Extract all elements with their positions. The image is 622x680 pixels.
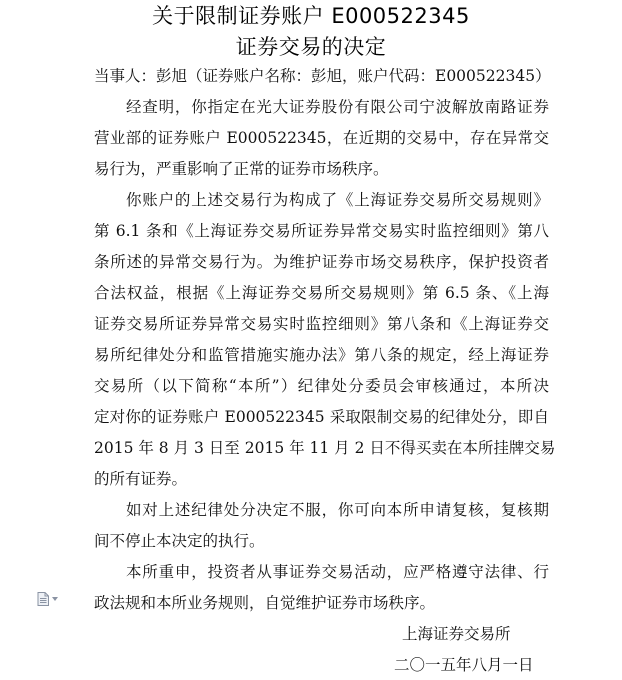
- paragraph-1-line-2: 营业部的证券账户 E000522345，在近期的交易中，存在异常交: [94, 129, 549, 147]
- paragraph-2-line-6: 易所纪律处分和监管措施实施办法》第八条的规定，经上海证券: [94, 346, 549, 364]
- paragraph-2-line-3: 条所述的异常交易行为。为维护证券市场交易秩序，保护投资者: [94, 253, 549, 271]
- paragraph-2-line-10: 的所有证券。: [94, 470, 188, 488]
- paragraph-2-line-5: 证券交易所证券异常交易实时监控细则》第八条和《上海证券交: [94, 315, 549, 333]
- document-dropdown-icon[interactable]: [37, 592, 65, 606]
- chevron-down-icon: [52, 597, 58, 601]
- paragraph-1-line-1: 经查明，你指定在光大证券股份有限公司宁波解放南路证券: [126, 98, 549, 116]
- document-title-line-2: 证券交易的决定: [235, 35, 387, 59]
- paragraph-2-line-2: 第 6.1 条和《上海证券交易所证券异常交易实时监控细则》第八: [94, 222, 549, 240]
- paragraph-3-line-2: 间不停止本决定的执行。: [94, 532, 265, 550]
- document-icon: [37, 592, 49, 606]
- paragraph-2-line-9: 2015 年 8 月 3 日至 2015 年 11 月 2 日不得买卖在本所挂牌交易: [94, 439, 556, 457]
- paragraph-2-line-7: 交易所（以下简称“本所”）纪律处分委员会审核通过，本所决: [94, 377, 549, 395]
- signature-date: 二〇一五年八月一日: [394, 656, 534, 674]
- paragraph-1-line-3: 易行为，严重影响了正常的证券市场秩序。: [94, 160, 389, 178]
- paragraph-4-line-2: 政法规和本所业务规则，自觉维护证券市场秩序。: [94, 594, 436, 612]
- signature-organization: 上海证券交易所: [402, 625, 511, 643]
- party-line: 当事人：彭旭（证券账户名称：彭旭，账户代码：E000522345）: [94, 67, 551, 85]
- paragraph-3-line-1: 如对上述纪律处分决定不服，你可向本所申请复核，复核期: [126, 501, 549, 519]
- paragraph-2-line-8: 定对你的证券账户 E000522345 采取限制交易的纪律处分，即自: [94, 408, 549, 426]
- paragraph-2-line-1: 你账户的上述交易行为构成了《上海证券交易所交易规则》: [126, 191, 549, 209]
- document-title-line-1: 关于限制证券账户 E000522345: [152, 4, 470, 28]
- paragraph-2-line-4: 合法权益，根据《上海证券交易所交易规则》第 6.5 条、《上海: [94, 284, 549, 302]
- paragraph-4-line-1: 本所重申，投资者从事证券交易活动，应严格遵守法律、行: [126, 563, 549, 581]
